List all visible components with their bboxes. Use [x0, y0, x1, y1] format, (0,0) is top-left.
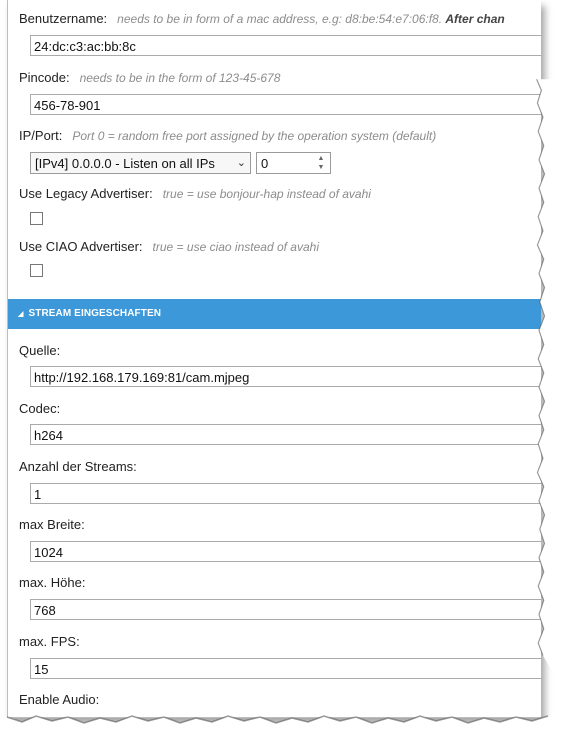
- audio-label: Enable Audio:: [19, 692, 100, 707]
- benutzername-label-row: [19, 10, 541, 28]
- section-title: STREAM EINGESCHAFTEN: [28, 308, 162, 319]
- stepper-arrows-icon[interactable]: ▲ ▼: [317, 155, 325, 171]
- ciao-checkbox[interactable]: [30, 264, 43, 277]
- port-value: 0: [261, 156, 269, 171]
- legacy-label: Use Legacy Advertiser:: [19, 186, 153, 201]
- port-stepper[interactable]: [256, 152, 331, 174]
- streams-label: Anzahl der Streams:: [19, 459, 137, 474]
- settings-panel: [7, 0, 541, 718]
- ip-select[interactable]: [30, 152, 251, 174]
- torn-bottom-edge: [0, 708, 562, 753]
- breite-label: max Breite:: [19, 517, 85, 532]
- stream-section-header[interactable]: [8, 299, 541, 329]
- pincode-hint: needs to be in the form of 123-45-678: [79, 71, 281, 85]
- ipport-hint: Port 0 = random free port assigned by the operation system (default): [72, 129, 437, 143]
- hoehe-input[interactable]: 768: [30, 599, 541, 620]
- hoehe-label-row: [19, 574, 541, 592]
- ipport-label: IP/Port:: [19, 128, 63, 143]
- quelle-label-row: [19, 342, 541, 360]
- legacy-checkbox[interactable]: [30, 212, 43, 225]
- streams-input[interactable]: 1: [30, 483, 541, 504]
- pincode-label-row: [19, 69, 541, 87]
- pincode-label: Pincode:: [19, 70, 70, 85]
- quelle-input[interactable]: http://192.168.179.169:81/cam.mjpeg: [30, 366, 541, 387]
- ciao-label: Use CIAO Advertiser:: [19, 239, 143, 254]
- fps-label: max. FPS:: [19, 634, 80, 649]
- benutzername-hint: needs to be in form of a mac address, e.g: d8:be:54:e7:06:f8. After chan: [117, 12, 505, 26]
- codec-input[interactable]: h264: [30, 424, 541, 445]
- pincode-input[interactable]: 456-78-901: [30, 94, 541, 115]
- ciao-label-row: [19, 238, 541, 256]
- ciao-hint: true = use ciao instead of avahi: [152, 240, 319, 254]
- audio-label-row: [19, 691, 541, 709]
- breite-input[interactable]: 1024: [30, 541, 541, 562]
- triangle-collapse-icon: ◢: [18, 311, 24, 318]
- torn-edge: [524, 0, 554, 753]
- legacy-label-row: [19, 185, 541, 203]
- ip-select-value: [IPv4] 0.0.0.0 - Listen on all IPs: [35, 156, 215, 171]
- benutzername-label: Benutzername:: [19, 11, 108, 26]
- quelle-label: Quelle:: [19, 343, 61, 358]
- ipport-label-row: [19, 127, 541, 145]
- benutzername-input[interactable]: 24:dc:c3:ac:bb:8c: [30, 35, 541, 56]
- hoehe-label: max. Höhe:: [19, 575, 86, 590]
- fps-input[interactable]: 15: [30, 658, 541, 679]
- breite-label-row: [19, 516, 541, 534]
- codec-label-row: [19, 400, 541, 418]
- streams-label-row: [19, 458, 541, 476]
- fps-label-row: [19, 633, 541, 651]
- codec-label: Codec:: [19, 401, 61, 416]
- chevron-down-icon: ⌄: [236, 157, 246, 169]
- legacy-hint: true = use bonjour-hap instead of avahi: [162, 187, 371, 201]
